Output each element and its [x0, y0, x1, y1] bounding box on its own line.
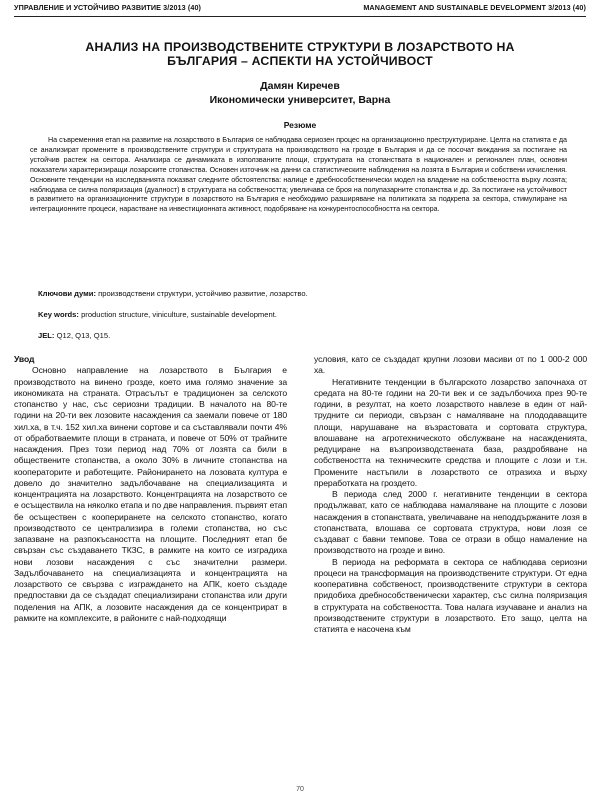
header-rule — [14, 16, 586, 17]
running-header — [14, 3, 586, 15]
title-line-1: АНАЛИЗ НА ПРОИЗВОДСТВЕНИТЕ СТРУКТУРИ В ЛОЗАРСТВОТО НА — [85, 40, 515, 54]
left-column — [14, 354, 287, 624]
header-right: MANAGEMENT AND SUSTAINABLE DEVELOPMENT 3/2013 (40) — [363, 3, 586, 12]
right-paragraph-3: В периода на реформата в сектора се наблюдава сериозни процеси на трансформация на производствените структури. От една кооперативна собственост, производствените структури в сектора придобиха дребнособственически характер, със силна поляризация в структурата на собствеността. Това налага изучаване и анализ на производствените структури в лозарството. Ето защо, целта на статията е насочена към — [314, 556, 587, 634]
right-paragraph-1: Негативните тенденции в българското лозарство започнаха от средата на 80-те години на 20-ти век и се задълбочиха през 90-те години, в резултат, на което лозарството навлезе в един от най-трудните си периоди, свързан с намаляване на плододаващите площи, нарушаване на възрастовата и сортовата структура, влошаване на агротехническото обслужване на насажденията, редуциране на възпроизводствената база, раздробяване на собствеността на техническите средства и площите с лози и т.н. Промените настъпили в лозарството се отразиха и върху преработката на гроздето. — [314, 376, 587, 488]
article-title — [30, 40, 570, 68]
jel-codes — [38, 331, 567, 341]
abstract-heading: Резюме — [283, 120, 317, 130]
right-paragraph-2: В периода след 2000 г. негативните тенденции в сектора продължават, като се наблюдава намаляване на площите с лозови насаждения в стопанствата, увеличаване на неподдържаните лозя в стопанствата, влошава се сортовата структура, нови лозя се създават с бавни темпове. Това се отрази в общо намаление на производството на грозде и вино. — [314, 489, 587, 556]
jel-label: JEL: — [38, 331, 55, 340]
author-name: Дамян Киречев — [260, 80, 340, 92]
right-column — [314, 354, 587, 635]
title-line-2: БЪЛГАРИЯ – АСПЕКТИ НА УСТОЙЧИВОСТ — [167, 54, 433, 68]
right-paragraph-continued: условия, като се създадат крупни лозови масиви от по 1 000-2 000 ха. — [314, 354, 587, 376]
keywords-bulgarian-text: производствени структури, устойчиво развитие, лозарство. — [98, 289, 308, 298]
jel-text: Q12, Q13, Q15. — [56, 331, 111, 340]
keywords-english-text: production structure, viniculture, sustainable development. — [81, 310, 277, 319]
keywords-bulgarian — [38, 289, 567, 299]
keywords-english-label: Key words: — [38, 310, 79, 319]
left-paragraph-1: Основно направление на лозарството в България е производството на винено грозде, което има голямо значение за икономиката на страната. Отрасълът е традиционен за селското стопанство у нас, със сериозни традиции. В началото на 80-те години на 20-ти век лозовите насаждения са заемали повече от 180 хил.ха, в т.ч. 152 хил.ха винени сортове и са съставлявали почти 4% от обработваемите площи в страната, и повече от 50% от трайните насаждения. През този период над 70% от лозята са били в обществените стопанства, а около 30% в личните стопанства на кооператорите и работещите. Районирането на лозовата култура е довело до значително задълбочаване на специализацията и концентрацията на лозарството. Концентрацията на лозарството се е осъществила на няколко етапа и по две направления. първият етап бе осъществен с коопериранете на селското стопанство, когато производството се централизира в големи стопанства, но със запазване на разпокъсаността на площите. Последният етап бе свързан със създаването ТКЗС, в рамките на които се изградиха нови лозови насаждения с със значителни размери. Задълбочаването на специализацията и концентрацията на лозарството се свързва с изграждането на АПК, което създаде предпоставки да се създадат специализирани стопанства или други поделения на АПК, а лозовите насаждения да се концентрират в рамките на комплексите, в районите с най-подходящи — [14, 365, 287, 623]
header-left: УПРАВЛЕНИЕ И УСТОЙЧИВО РАЗВИТИЕ 3/2013 (40) — [14, 3, 202, 12]
keywords-english — [38, 310, 567, 320]
section-heading: Увод — [14, 354, 35, 364]
keywords-bulgarian-label: Ключови думи: — [38, 289, 96, 298]
page-number: 70 — [296, 786, 304, 793]
author-affiliation: Икономически университет, Варна — [209, 94, 391, 106]
abstract-text: На съвременния етап на развитие на лозарството в България се наблюдава сериозен процес на организационно преструктуриране. Целта на статията е да се анализират промените в производствените структури и структурата на производството на грозде в България и да се посочат виждания за постигане на устойчив растеж на сектора. Анализира се динамиката в използваните площи, структурата на стопанствата в национален и регионален план, основни показатели характеризиращи лозарските стопанства. Основен източник на данни са статистическите наблюдения на лозята в България и собствени изчисления. Основните тенденции на изследванията показват следните обстоятелства: налице е дребнособственически модел на владение на собствеността върху лозята; наблюдава се силна поляризация (дуалност) в структурата на собствеността; увеличава се броя на полупазарните стопанства и др. За постигане на устойчивост в развитието на организационните структури в лозарството на България е необходимо разширяване на политиката за подкрепа за сектора, стимулиране на интеграционните процеси, нарастване на инвестиционната активност, подобряване на конкурентоспособността на сектора. — [30, 135, 567, 214]
